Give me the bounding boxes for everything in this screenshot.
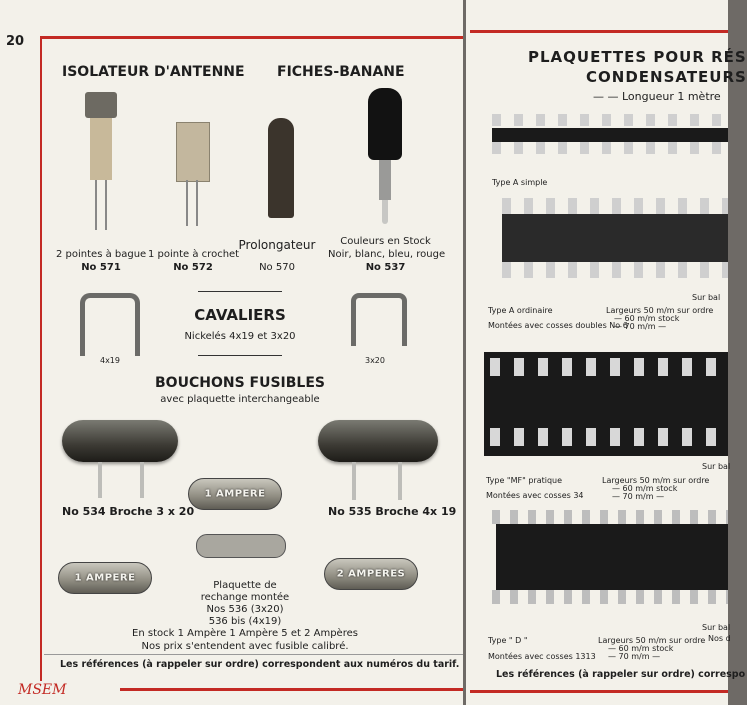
label-cosses-1313: Montées avec cosses 1313 bbox=[488, 652, 596, 661]
red-border-bottom bbox=[120, 688, 463, 691]
product-desc-571: 2 pointes à bague bbox=[56, 249, 147, 260]
plaquette-caption-3: Nos 536 (3x20) bbox=[206, 604, 284, 615]
product-desc-537-line2: Noir, blanc, bleu, rouge bbox=[328, 249, 446, 260]
bouchons-subtitle: avec plaquette interchangeable bbox=[160, 394, 320, 405]
length-note: — — Longueur 1 mètre bbox=[593, 90, 721, 103]
largeurs-line-3: — 70 m/m — bbox=[608, 652, 661, 661]
product-desc-537-line1: Couleurs en Stock bbox=[340, 236, 431, 247]
jumper-label-left: 4x19 bbox=[99, 356, 120, 365]
red-border-bottom bbox=[470, 690, 728, 693]
product-desc-570: Prolongateur bbox=[238, 238, 316, 252]
plaquette-1-ampere bbox=[58, 562, 152, 594]
cavaliers-title: CAVALIERS bbox=[194, 306, 286, 324]
label-type-a-simple: Type A simple bbox=[492, 178, 548, 187]
plaquette-label: 1 AMPERE bbox=[204, 488, 266, 500]
catalog-page-right bbox=[466, 0, 747, 705]
sur-bal-label: Sur bal bbox=[692, 293, 721, 302]
jumper-3x20-image bbox=[351, 293, 407, 346]
footer-divider bbox=[44, 654, 463, 655]
largeurs-line-2: — 60 m/m stock bbox=[608, 644, 674, 653]
right-title-line2: CONDENSATEURS bbox=[586, 68, 747, 86]
red-border-top bbox=[470, 30, 728, 33]
product-ref-571: No 571 bbox=[81, 262, 121, 273]
largeurs-line-3: — 70 m/m — bbox=[612, 492, 665, 501]
plaquette-1-ampere bbox=[188, 478, 282, 510]
jumper-4x19-image bbox=[80, 293, 140, 356]
label-cosses-6: Montées avec cosses doubles No 6 bbox=[488, 321, 628, 330]
right-title-line1: PLAQUETTES POUR RÉS bbox=[528, 48, 747, 66]
plaquette-2-amperes bbox=[324, 558, 418, 590]
red-border-top bbox=[40, 36, 463, 39]
plaquette-label: 2 AMPERES bbox=[336, 568, 406, 580]
largeurs-line-1: Largeurs 50 m/m sur ordre bbox=[602, 476, 710, 485]
left-footer-note: Les références (à rappeler sur ordre) correspondent aux numéros du tarif. bbox=[60, 659, 460, 670]
label-type-a-ordinaire: Type A ordinaire bbox=[488, 306, 553, 315]
product-desc-572: 1 pointe à crochet bbox=[148, 249, 240, 260]
label-type-d: Type " D " bbox=[488, 636, 528, 645]
product-ref-572: No 572 bbox=[173, 262, 213, 273]
price-note: Nos prix s'entendent avec fusible calibré. bbox=[141, 641, 349, 652]
sur-bal-label: Sur bal bbox=[702, 462, 731, 471]
label-cosses-34: Montées avec cosses 34 bbox=[486, 491, 584, 500]
page-number: 20 bbox=[6, 34, 25, 49]
largeurs-line-1: Largeurs 50 m/m sur ordre bbox=[606, 306, 714, 315]
plaquette-caption-1: Plaquette de bbox=[213, 580, 277, 591]
right-footer-note: Les références (à rappeler sur ordre) correspo bbox=[496, 669, 746, 680]
sur-bal-label: Sur bal bbox=[702, 623, 731, 632]
heading-fiches-banane: FICHES-BANANE bbox=[277, 64, 405, 80]
product-ref-570: No 570 bbox=[259, 262, 295, 273]
largeurs-line-2: — 60 m/m stock bbox=[614, 314, 680, 323]
largeurs-line-1: Largeurs 50 m/m sur ordre bbox=[598, 636, 706, 645]
stock-line: En stock 1 Ampère 1 Ampère 5 et 2 Ampères bbox=[132, 628, 358, 639]
divider bbox=[198, 355, 282, 356]
replacement-fuse-link-image bbox=[196, 534, 286, 558]
largeurs-line-3: — 70 m/m — bbox=[614, 322, 667, 331]
publisher-logo: MSEM bbox=[18, 682, 67, 698]
nos-d-label: Nos d bbox=[708, 634, 731, 643]
heading-isolateur: ISOLATEUR D'ANTENNE bbox=[62, 64, 245, 80]
bouchons-title: BOUCHONS FUSIBLES bbox=[155, 375, 325, 391]
plaquette-label: 1 AMPERE bbox=[74, 572, 136, 584]
plaquette-caption-4: 536 bis (4x19) bbox=[208, 616, 282, 627]
product-ref-537: No 537 bbox=[365, 262, 406, 273]
cavaliers-subtitle: Nickelés 4x19 et 3x20 bbox=[184, 331, 296, 342]
red-border-left bbox=[40, 36, 42, 681]
fuse-535-caption: No 535 Broche 4x 19 bbox=[328, 505, 457, 518]
largeurs-line-2: — 60 m/m stock bbox=[612, 484, 678, 493]
fuse-534-caption: No 534 Broche 3 x 20 bbox=[62, 505, 195, 518]
divider bbox=[198, 291, 282, 292]
jumper-label-right: 3x20 bbox=[364, 356, 385, 365]
label-type-mf: Type "MF" pratique bbox=[486, 476, 563, 485]
plaquette-caption-2: rechange montée bbox=[200, 592, 290, 603]
